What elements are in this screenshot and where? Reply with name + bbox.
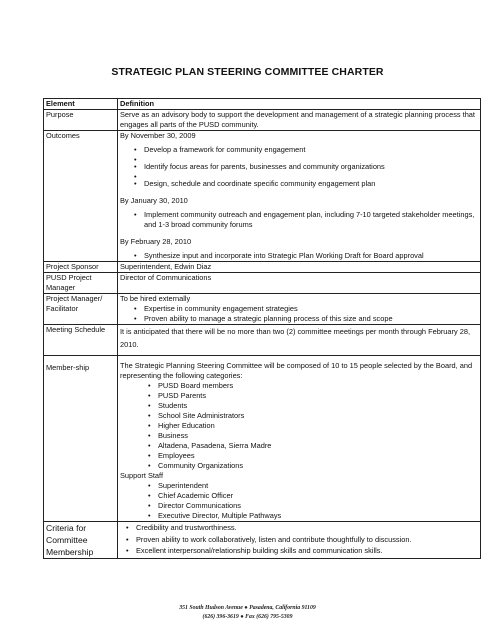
support-staff-label: Support Staff bbox=[120, 471, 164, 480]
sponsor-label: Project Sponsor bbox=[44, 262, 118, 273]
spacer bbox=[144, 172, 478, 179]
table-row bbox=[44, 294, 481, 325]
spacer bbox=[144, 155, 478, 162]
list-item: • Synthesize input and incorporate into Strategic Plan Working Draft for Board approval bbox=[144, 251, 478, 261]
meeting-label: Meeting Schedule bbox=[44, 325, 118, 356]
table-row bbox=[44, 325, 481, 356]
list-item: • Implement community outreach and engagement plan, including 7-10 targeted stakeholder meetings, and 1-3 broad community forums bbox=[144, 210, 478, 230]
charter-table bbox=[43, 98, 481, 559]
table-header-row bbox=[44, 99, 481, 110]
outcomes-date-3: By February 28, 2010 bbox=[120, 237, 192, 246]
list-item: • Director Communications bbox=[158, 501, 478, 511]
table-row bbox=[44, 273, 481, 294]
list-item: • School Site Administrators bbox=[158, 411, 478, 421]
list-item: • Chief Academic Officer bbox=[158, 491, 478, 501]
page-title: STRATEGIC PLAN STEERING COMMITTEE CHARTER bbox=[111, 66, 384, 78]
list-item: • Identify focus areas for parents, businesses and community organizations bbox=[144, 162, 478, 172]
purpose-label: Purpose bbox=[44, 110, 118, 131]
outcomes-cell bbox=[118, 131, 481, 262]
footer-line-1: 351 South Hudson Avenue ● Pasadena, California 91109 bbox=[179, 605, 316, 611]
list-item: • PUSD Board members bbox=[158, 381, 478, 391]
header-definition: Definition bbox=[118, 99, 481, 110]
facilitator-cell bbox=[118, 294, 481, 325]
facilitator-text: To be hired externally bbox=[120, 294, 191, 303]
criteria-list bbox=[120, 522, 478, 557]
table-row bbox=[44, 110, 481, 131]
header-element: Element bbox=[44, 99, 118, 110]
criteria-cell bbox=[118, 522, 481, 559]
pusd-manager-text: Director of Communications bbox=[118, 273, 481, 294]
outcomes-date-1: By November 30, 2009 bbox=[120, 131, 196, 140]
purpose-text: Serve as an advisory body to support the development and management of a strategic planning process that engages all parts of the PUSD community. bbox=[118, 110, 481, 131]
table-row bbox=[44, 356, 481, 522]
meeting-text-body: It is anticipated that there will be no more than two (2) committee meetings per month through February 28, 2010. bbox=[120, 327, 470, 349]
membership-cell bbox=[118, 356, 481, 522]
pusd-manager-label: PUSD Project Manager bbox=[44, 273, 118, 294]
membership-categories bbox=[120, 381, 478, 471]
list-item: • Superintendent bbox=[158, 481, 478, 491]
table-row bbox=[44, 131, 481, 262]
outcomes-label: Outcomes bbox=[44, 131, 118, 262]
meeting-text bbox=[118, 325, 481, 356]
outcomes-list-1 bbox=[120, 145, 478, 189]
membership-label: Member-ship bbox=[44, 356, 118, 522]
facilitator-list bbox=[120, 304, 478, 324]
list-item: • Develop a framework for community engagement bbox=[144, 145, 478, 155]
footer-line-2: (626) 396-3619 ● Fax (626) 795-5309 bbox=[202, 614, 293, 620]
footer-address bbox=[0, 604, 495, 622]
list-item: • Altadena, Pasadena, Sierra Madre bbox=[158, 441, 478, 451]
list-item: • Business bbox=[158, 431, 478, 441]
list-item: • Employees bbox=[158, 451, 478, 461]
criteria-label: Criteria for Committee Membership bbox=[44, 522, 118, 559]
list-item: • Design, schedule and coordinate specific community engagement plan bbox=[144, 179, 478, 189]
list-item: • Higher Education bbox=[158, 421, 478, 431]
table-row bbox=[44, 522, 481, 559]
facilitator-label: Project Manager/ Facilitator bbox=[44, 294, 118, 325]
list-item: • Expertise in community engagement strategies bbox=[144, 304, 478, 314]
membership-intro: The Strategic Planning Steering Committee will be composed of 10 to 15 people selected by the Board, and representing the following categories: bbox=[120, 361, 473, 380]
outcomes-list-2 bbox=[120, 210, 478, 230]
list-item: • Credibility and trustworthiness. bbox=[136, 522, 478, 534]
support-staff-list bbox=[120, 481, 478, 521]
list-item: • PUSD Parents bbox=[158, 391, 478, 401]
outcomes-date-2: By January 30, 2010 bbox=[120, 196, 188, 205]
list-item: • Community Organizations bbox=[158, 461, 478, 471]
table-row bbox=[44, 262, 481, 273]
list-item: • Executive Director, Multiple Pathways bbox=[158, 511, 478, 521]
outcomes-list-3 bbox=[120, 251, 478, 261]
list-item: • Students bbox=[158, 401, 478, 411]
list-item: • Proven ability to manage a strategic planning process of this size and scope bbox=[144, 314, 478, 324]
list-item: • Excellent interpersonal/relationship building skills and communication skills. bbox=[136, 545, 478, 557]
sponsor-text: Superintendent, Edwin Diaz bbox=[118, 262, 481, 273]
list-item: • Proven ability to work collaboratively, listen and contribute thoughtfully to discussion. bbox=[136, 534, 478, 546]
